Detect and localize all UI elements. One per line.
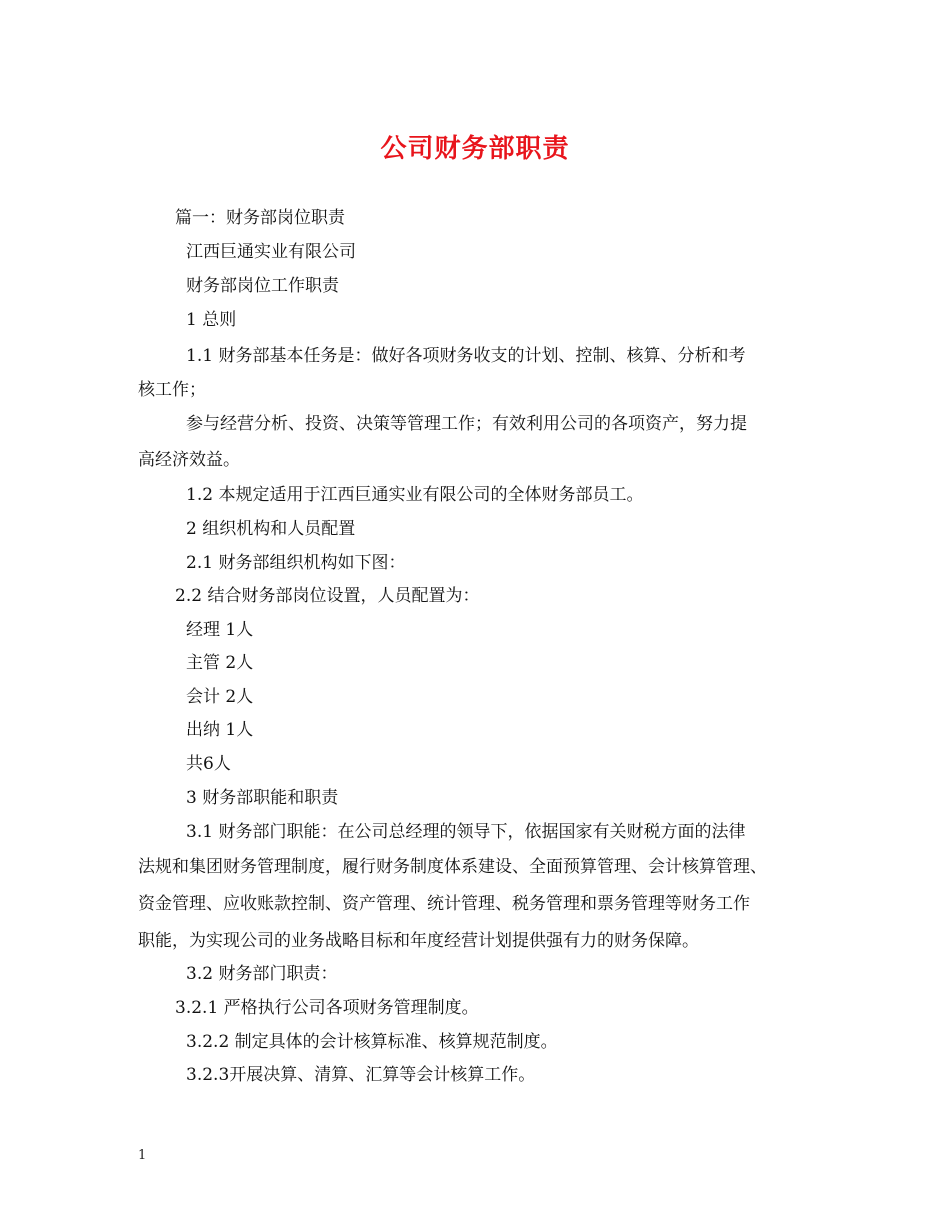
paragraph-line: 3.2.3开展决算、清算、汇算等会计核算工作。 [186, 1065, 536, 1085]
staff-line: 主管 2人 [186, 653, 254, 673]
section-heading: 篇一：财务部岗位职责 [175, 208, 345, 228]
paragraph-line: 3.2.1 严格执行公司各项财务管理制度。 [175, 998, 479, 1018]
paragraph-line: 参与经营分析、投资、决策等管理工作；有效利用公司的各项资产，努力提 [186, 414, 747, 434]
staff-line: 经理 1人 [186, 620, 254, 640]
document-title: 公司财务部职责 [380, 134, 570, 164]
paragraph-line: 法规和集团财务管理制度，履行财务制度体系建设、全面预算管理、会计核算管理、 [138, 857, 767, 877]
paragraph-line: 3 财务部职能和职责 [186, 788, 339, 808]
paragraph-line: 3.1 财务部门职能：在公司总经理的领导下，依据国家有关财税方面的法律 [186, 822, 746, 842]
paragraph-line: 2 组织机构和人员配置 [186, 519, 356, 539]
staff-total: 共6人 [186, 754, 231, 774]
page-number: 1 [138, 1148, 147, 1163]
paragraph-line: 3.2 财务部门职责： [186, 964, 338, 984]
staff-line: 会计 2人 [186, 687, 254, 707]
paragraph-line: 1.2 本规定适用于江西巨通实业有限公司的全体财务部员工。 [186, 485, 644, 505]
paragraph-line: 职能，为实现公司的业务战略目标和年度经营计划提供强有力的财务保障。 [138, 931, 699, 951]
subtitle: 财务部岗位工作职责 [186, 276, 339, 296]
paragraph-line: 高经济效益。 [138, 450, 240, 470]
paragraph-line: 1.1 财务部基本任务是：做好各项财务收支的计划、控制、核算、分析和考 [186, 346, 746, 366]
paragraph-line: 1 总则 [186, 310, 237, 330]
paragraph-line: 2.1 财务部组织机构如下图： [186, 553, 406, 573]
company-name: 江西巨通实业有限公司 [186, 242, 356, 262]
paragraph-line: 3.2.2 制定具体的会计核算标准、核算规范制度。 [186, 1032, 558, 1052]
staff-line: 出纳 1人 [186, 720, 254, 740]
paragraph-line: 核工作； [138, 380, 206, 400]
paragraph-line: 资金管理、应收账款控制、资产管理、统计管理、税务管理和票务管理等财务工作 [138, 894, 750, 914]
paragraph-line: 2.2 结合财务部岗位设置，人员配置为： [175, 586, 480, 606]
